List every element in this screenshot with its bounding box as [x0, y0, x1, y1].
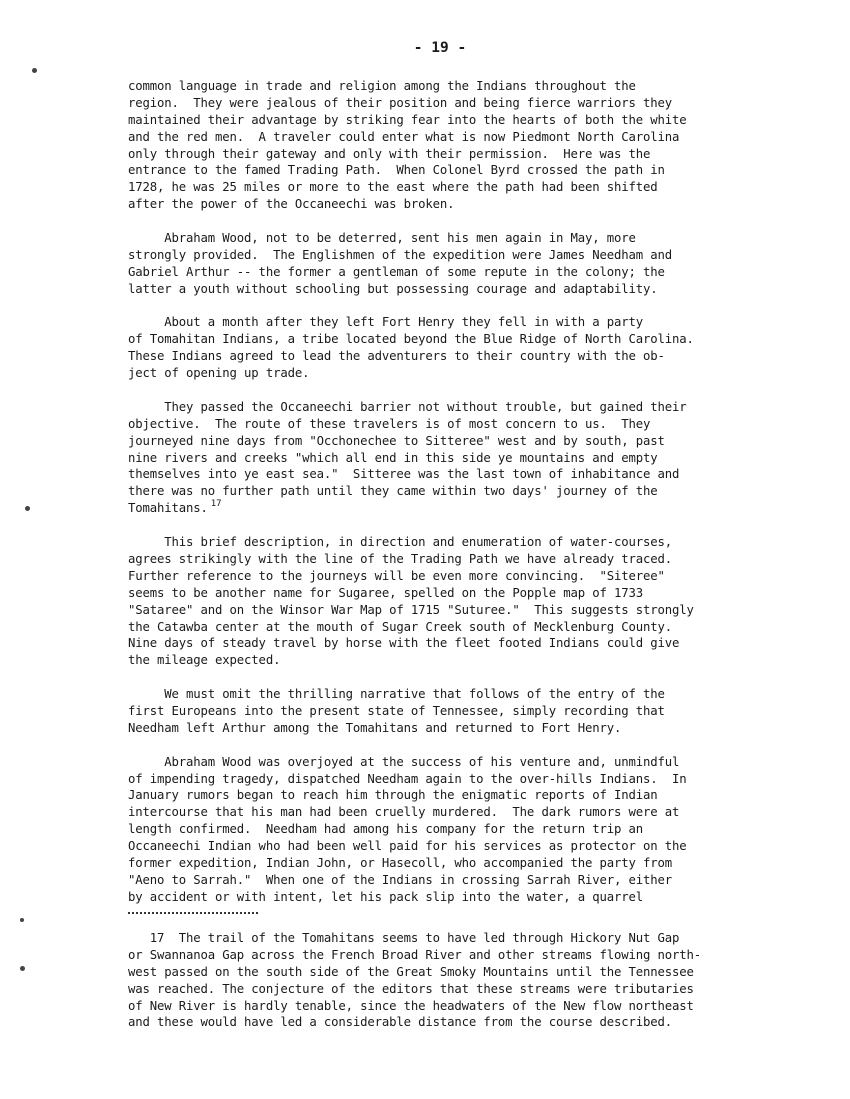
text-line	[128, 78, 788, 95]
line-text: objective. The route of these travelers is of most concern to us. They	[128, 416, 651, 431]
text-line	[128, 112, 788, 129]
text-line	[128, 179, 788, 196]
text-line	[128, 416, 788, 433]
paragraph	[128, 754, 788, 906]
paragraph	[128, 78, 788, 213]
line-text: themselves into ye east sea." Sitteree was the last town of inhabitance and	[128, 467, 680, 482]
line-text: 1728, he was 25 miles or more to the east where the path had been shifted	[128, 180, 658, 195]
text-line	[128, 331, 788, 348]
footnote-rule	[128, 912, 258, 914]
text-line	[128, 703, 788, 720]
line-text: by accident or with intent, let his pack slip into the water, a quarrel	[128, 889, 643, 904]
paragraph	[128, 230, 788, 298]
text-line	[128, 619, 788, 636]
paragraph	[128, 314, 788, 382]
text-line	[128, 635, 788, 652]
text-line	[128, 314, 788, 331]
line-text: Nine days of steady travel by horse with the fleet footed Indians could give	[128, 636, 680, 651]
line-text: Abraham Wood, not to be deterred, sent his men again in May, more	[128, 231, 636, 246]
text-line	[128, 399, 788, 416]
text-line	[128, 568, 788, 585]
text-line	[128, 348, 788, 365]
body-text	[128, 78, 788, 923]
line-text: Tomahitans.	[128, 501, 208, 516]
text-line	[128, 821, 788, 838]
line-text: the mileage expected.	[128, 653, 281, 668]
line-text: Abraham Wood was overjoyed at the success of his venture and, unmindful	[128, 754, 680, 769]
margin-mark	[25, 506, 30, 511]
text-line	[128, 720, 788, 737]
line-text: entrance to the famed Trading Path. When Colonel Byrd crossed the path in	[128, 163, 665, 178]
text-line	[128, 686, 788, 703]
text-line	[128, 146, 788, 163]
line-text: the Catawba center at the mouth of Sugar Creek south of Mecklenburg County.	[128, 619, 673, 634]
line-text: former expedition, Indian John, or Hasecoll, who accompanied the party from	[128, 855, 673, 870]
margin-mark	[20, 918, 24, 922]
line-text: Gabriel Arthur -- the former a gentleman of some repute in the colony; the	[128, 264, 665, 279]
line-text: only through their gateway and only with their permission. Here was the	[128, 146, 651, 161]
footnote-line: 17 The trail of the Tomahitans seems to have led through Hickory Nut Gap	[128, 931, 680, 945]
footnote-line: or Swannanoa Gap across the French Broad River and other streams flowing north-	[128, 947, 702, 962]
line-text: journeyed nine days from "Occhonechee to Sitteree" west and by south, past	[128, 433, 665, 448]
text-line	[128, 754, 788, 771]
text-line	[128, 450, 788, 467]
line-text: These Indians agreed to lead the adventurers to their country with the ob-	[128, 349, 665, 364]
text-line	[128, 771, 788, 788]
text-line	[128, 196, 788, 213]
line-text: About a month after they left Fort Henry they fell in with a party	[128, 315, 643, 330]
text-line	[128, 804, 788, 821]
line-text: January rumors began to reach him through the enigmatic reports of Indian	[128, 788, 658, 803]
text-line	[128, 365, 788, 382]
text-line	[128, 129, 788, 146]
text-line	[128, 652, 788, 669]
line-text: there was no further path until they came within two days' journey of the	[128, 484, 658, 499]
margin-mark	[32, 68, 37, 73]
text-line	[128, 247, 788, 264]
line-text: of Tomahitan Indians, a tribe located beyond the Blue Ridge of North Carolina.	[128, 332, 694, 347]
text-line	[128, 264, 788, 281]
line-text: seems to be another name for Sugaree, spelled on the Popple map of 1733	[128, 585, 643, 600]
margin-mark	[20, 966, 25, 971]
text-line	[128, 466, 788, 483]
line-text: region. They were jealous of their position and being fierce warriors they	[128, 95, 673, 110]
line-text: We must omit the thrilling narrative that follows of the entry of the	[128, 687, 665, 702]
line-text: "Aeno to Sarrah." When one of the Indians in crossing Sarrah River, either	[128, 872, 673, 887]
text-line	[128, 872, 788, 889]
line-text: of impending tragedy, dispatched Needham again to the over-hills Indians. In	[128, 771, 687, 786]
text-line	[128, 787, 788, 804]
text-line	[128, 230, 788, 247]
text-line	[128, 95, 788, 112]
line-text: and the red men. A traveler could enter what is now Piedmont North Carolina	[128, 129, 680, 144]
line-text: ject of opening up trade.	[128, 366, 310, 381]
text-line	[128, 433, 788, 450]
line-text: common language in trade and religion among the Indians throughout the	[128, 79, 636, 93]
paragraph	[128, 399, 788, 517]
text-line	[128, 585, 788, 602]
footnote-line: was reached. The conjecture of the editors that these streams were tributaries	[128, 981, 694, 996]
line-text: after the power of the Occaneechi was broken.	[128, 197, 455, 212]
line-text: agrees strikingly with the line of the Trading Path we have already traced.	[128, 551, 673, 566]
text-line	[128, 281, 788, 298]
line-text: latter a youth without schooling but possessing courage and adaptability.	[128, 281, 658, 296]
line-text: This brief description, in direction and enumeration of water-courses,	[128, 535, 673, 550]
footnote-reference[interactable]: 17	[210, 499, 222, 510]
text-line	[128, 855, 788, 872]
text-line	[128, 483, 788, 500]
footnote-line: of New River is hardly tenable, since the headwaters of the New flow northeast	[128, 998, 694, 1013]
line-text: Needham left Arthur among the Tomahitans and returned to Fort Henry.	[128, 720, 622, 735]
line-text: intercourse that his man had been cruelly murdered. The dark rumors were at	[128, 805, 680, 820]
footnote-line: and these would have led a considerable distance from the course described.	[128, 1015, 673, 1030]
paragraph	[128, 686, 788, 737]
text-line	[128, 889, 788, 906]
paragraph	[128, 534, 788, 669]
line-text: Further reference to the journeys will be even more convincing. "Siteree"	[128, 568, 665, 583]
line-text: Occaneechi Indian who had been well paid for his services as protector on the	[128, 839, 687, 854]
footnote-17	[128, 930, 788, 1031]
text-line	[128, 500, 788, 517]
line-text: "Sataree" and on the Winsor War Map of 1715 "Suturee." This suggests strongly	[128, 602, 694, 617]
line-text: They passed the Occaneechi barrier not without trouble, but gained their	[128, 399, 687, 414]
text-line	[128, 162, 788, 179]
line-text: first Europeans into the present state of Tennessee, simply recording that	[128, 703, 665, 718]
footnote-line: west passed on the south side of the Great Smoky Mountains until the Tennessee	[128, 964, 694, 979]
line-text: maintained their advantage by striking fear into the hearts of both the white	[128, 112, 687, 127]
text-line	[128, 551, 788, 568]
page-number: - 19 -	[413, 40, 467, 56]
line-text: length confirmed. Needham had among his company for the return trip an	[128, 822, 643, 837]
text-line	[128, 602, 788, 619]
text-line	[128, 534, 788, 551]
text-line	[128, 838, 788, 855]
line-text: nine rivers and creeks "which all end in this side ye mountains and empty	[128, 450, 658, 465]
line-text: strongly provided. The Englishmen of the expedition were James Needham and	[128, 247, 673, 262]
